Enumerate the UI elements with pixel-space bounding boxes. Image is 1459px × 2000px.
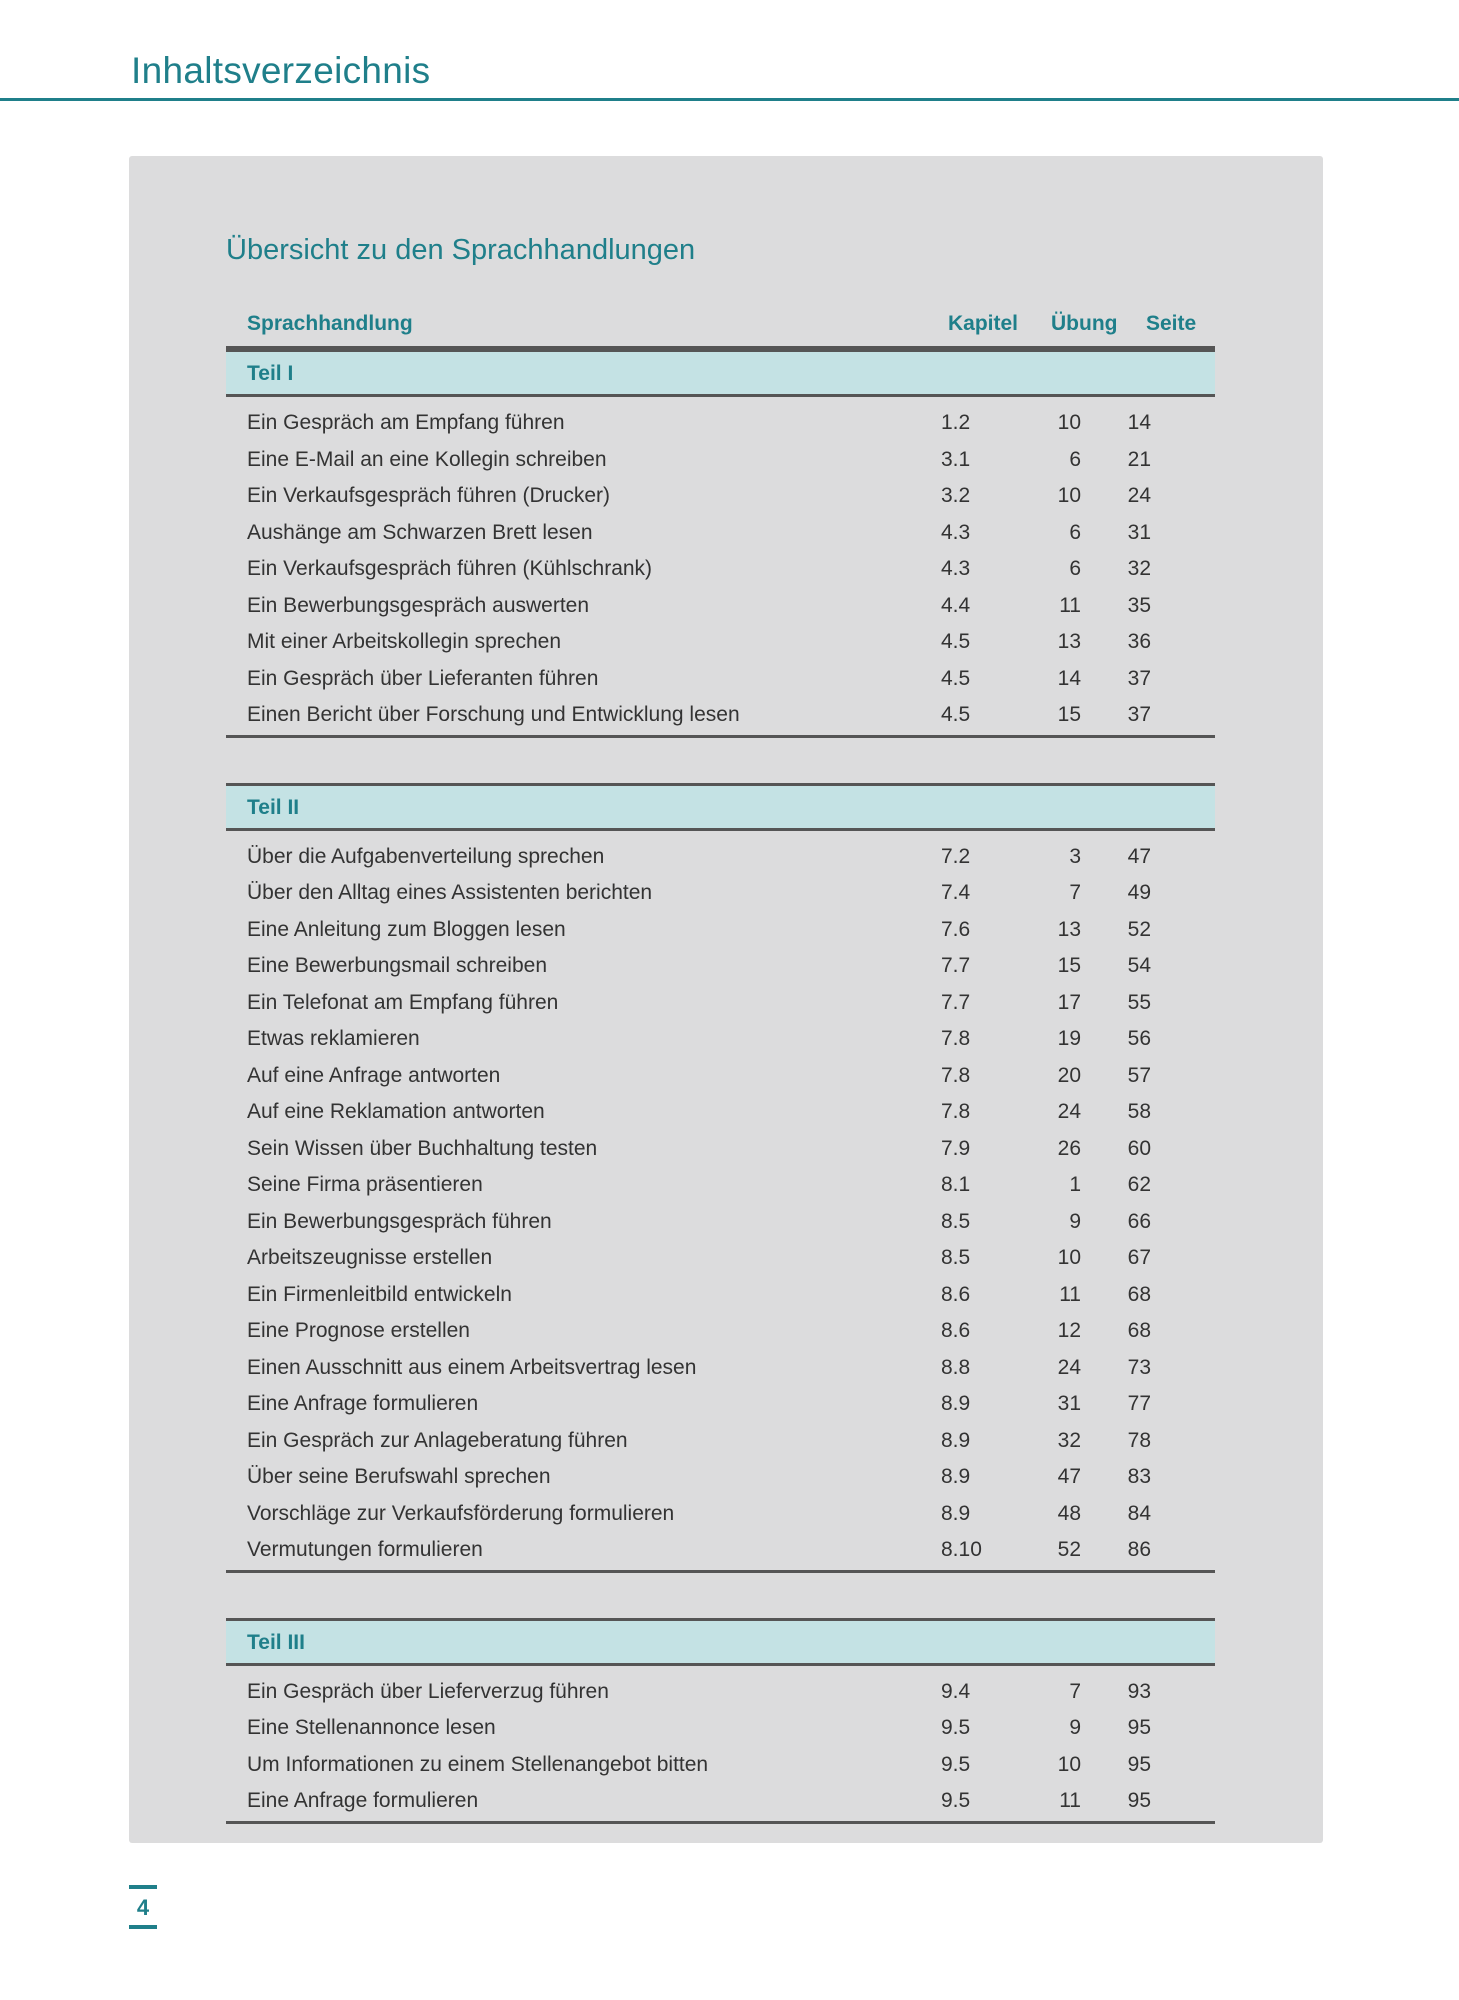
cell-uebung: 48 — [1057, 1501, 1081, 1525]
cell-seite: 47 — [1127, 844, 1151, 868]
cell-seite: 37 — [1127, 666, 1151, 690]
cell-seite: 67 — [1127, 1246, 1151, 1269]
section-header — [226, 783, 1215, 831]
cell-kapitel: 9.4 — [941, 1679, 971, 1703]
header-rule — [0, 98, 1459, 101]
cell-sprachhandlung: Ein Gespräch über Lieferverzug führen — [247, 1679, 609, 1703]
page-header-title: Inhaltsverzeichnis — [131, 50, 431, 91]
section-header — [226, 1618, 1215, 1666]
table-row — [226, 1672, 1215, 1709]
cell-kapitel: 4.3 — [941, 557, 971, 580]
cell-uebung: 10 — [1057, 484, 1081, 507]
table-row — [226, 476, 1215, 513]
cell-sprachhandlung: Etwas reklamieren — [247, 1027, 420, 1050]
section-title: Teil III — [247, 1630, 305, 1654]
table-row — [226, 403, 1215, 440]
cell-seite: 95 — [1127, 1752, 1151, 1776]
cell-sprachhandlung: Eine Anfrage formulieren — [247, 1789, 479, 1812]
cell-kapitel: 8.6 — [941, 1319, 971, 1342]
cell-sprachhandlung: Um Informationen zu einem Stellenangebot bitten — [247, 1752, 709, 1776]
table-row — [226, 983, 1215, 1020]
cell-sprachhandlung: Ein Gespräch zur Anlageberatung führen — [247, 1428, 628, 1452]
sprachhandlungen-table — [226, 304, 1215, 1824]
table-row — [226, 1165, 1215, 1202]
table-column-header — [226, 304, 1215, 349]
cell-uebung: 11 — [1059, 593, 1081, 617]
cell-sprachhandlung: Über seine Berufswahl sprechen — [247, 1465, 551, 1488]
cell-sprachhandlung: Eine Anfrage formulieren — [247, 1392, 479, 1415]
cell-seite: 32 — [1127, 557, 1151, 580]
table-row — [226, 1421, 1215, 1458]
cell-uebung: 7 — [1069, 1679, 1081, 1703]
column-sprachhandlung: Sprachhandlung — [247, 312, 413, 335]
cell-kapitel: 8.1 — [941, 1173, 971, 1196]
cell-kapitel: 8.8 — [941, 1355, 971, 1379]
cell-uebung: 9 — [1069, 1716, 1081, 1739]
cell-kapitel: 7.4 — [941, 881, 971, 904]
table-row — [226, 440, 1215, 477]
cell-sprachhandlung: Ein Bewerbungsgespräch führen — [247, 1209, 552, 1233]
section-title: Teil I — [247, 362, 294, 385]
cell-seite: 77 — [1127, 1392, 1151, 1415]
cell-seite: 36 — [1127, 630, 1151, 653]
cell-uebung: 15 — [1057, 703, 1081, 726]
cell-kapitel: 1.2 — [941, 411, 971, 434]
table-row — [226, 1311, 1215, 1348]
cell-seite: 35 — [1127, 593, 1151, 617]
cell-kapitel: 9.5 — [941, 1789, 971, 1812]
cell-uebung: 11 — [1059, 1789, 1081, 1812]
table-section — [226, 349, 1215, 738]
cell-uebung: 19 — [1057, 1027, 1081, 1050]
cell-uebung: 13 — [1057, 630, 1081, 653]
section-title: Teil II — [247, 795, 300, 819]
cell-seite: 54 — [1127, 954, 1151, 977]
cell-seite: 95 — [1127, 1789, 1151, 1812]
cell-sprachhandlung: Mit einer Arbeitskollegin sprechen — [247, 630, 561, 653]
cell-seite: 31 — [1127, 520, 1151, 544]
cell-sprachhandlung: Aushänge am Schwarzen Brett lesen — [247, 520, 593, 544]
cell-uebung: 26 — [1057, 1136, 1081, 1160]
cell-kapitel: 8.6 — [941, 1282, 971, 1306]
cell-kapitel: 7.7 — [941, 990, 971, 1014]
cell-seite: 66 — [1127, 1209, 1151, 1233]
table-row — [226, 1056, 1215, 1093]
cell-kapitel: 7.6 — [941, 917, 971, 941]
cell-uebung: 11 — [1059, 1282, 1081, 1306]
cell-seite: 58 — [1127, 1100, 1151, 1123]
cell-kapitel: 7.8 — [941, 1027, 971, 1050]
cell-sprachhandlung: Arbeitszeugnisse erstellen — [247, 1246, 493, 1269]
cell-uebung: 31 — [1057, 1392, 1081, 1415]
cell-sprachhandlung: Ein Verkaufsgespräch führen (Kühlschrank) — [247, 557, 653, 580]
section-header — [226, 349, 1215, 397]
cell-sprachhandlung: Auf eine Reklamation antworten — [247, 1100, 545, 1123]
column-seite: Seite — [1146, 312, 1197, 335]
table-row — [226, 1745, 1215, 1782]
cell-uebung: 14 — [1057, 666, 1081, 690]
cell-seite: 68 — [1127, 1282, 1151, 1306]
cell-kapitel: 7.7 — [941, 954, 971, 977]
table-row — [226, 1019, 1215, 1056]
table-row — [226, 659, 1215, 696]
cell-kapitel: 8.9 — [941, 1465, 971, 1488]
cell-uebung: 32 — [1057, 1428, 1081, 1452]
page-number: 4 — [129, 1885, 157, 1929]
table-row — [226, 1348, 1215, 1385]
cell-seite: 78 — [1127, 1428, 1151, 1452]
table-row — [226, 910, 1215, 947]
cell-uebung: 6 — [1069, 520, 1081, 544]
cell-kapitel: 3.1 — [941, 447, 971, 471]
cell-seite: 86 — [1127, 1538, 1151, 1561]
table-row — [226, 1708, 1215, 1745]
section-rows — [226, 831, 1215, 1573]
cell-sprachhandlung: Eine Stellenannonce lesen — [247, 1716, 496, 1739]
table-row — [226, 622, 1215, 659]
cell-kapitel: 8.9 — [941, 1428, 971, 1452]
cell-sprachhandlung: Ein Bewerbungsgespräch auswerten — [247, 593, 590, 617]
cell-sprachhandlung: Einen Ausschnitt aus einem Arbeitsvertrag lesen — [247, 1355, 697, 1379]
table-row — [226, 1457, 1215, 1494]
cell-uebung: 52 — [1057, 1538, 1081, 1561]
cell-kapitel: 8.10 — [941, 1538, 982, 1561]
section-rows — [226, 397, 1215, 738]
cell-sprachhandlung: Ein Telefonat am Empfang führen — [247, 990, 559, 1014]
cell-seite: 56 — [1127, 1027, 1151, 1050]
cell-kapitel: 4.5 — [941, 666, 971, 690]
cell-sprachhandlung: Eine Anleitung zum Bloggen lesen — [247, 917, 566, 941]
cell-sprachhandlung: Vorschläge zur Verkaufsförderung formulieren — [247, 1501, 675, 1525]
cell-sprachhandlung: Eine Prognose erstellen — [247, 1319, 470, 1342]
cell-uebung: 7 — [1069, 881, 1081, 904]
cell-kapitel: 7.8 — [941, 1100, 971, 1123]
cell-seite: 84 — [1127, 1501, 1151, 1525]
cell-uebung: 47 — [1057, 1465, 1081, 1488]
cell-seite: 57 — [1127, 1063, 1151, 1087]
cell-seite: 21 — [1127, 447, 1151, 471]
cell-uebung: 10 — [1057, 1246, 1081, 1269]
cell-kapitel: 7.8 — [941, 1063, 971, 1087]
cell-uebung: 24 — [1057, 1100, 1081, 1123]
cell-kapitel: 8.5 — [941, 1209, 971, 1233]
table-row — [226, 873, 1215, 910]
cell-sprachhandlung: Sein Wissen über Buchhaltung testen — [247, 1136, 598, 1160]
table-row — [226, 1530, 1215, 1567]
table-row — [226, 1202, 1215, 1239]
table-row — [226, 1129, 1215, 1166]
cell-kapitel: 4.5 — [941, 703, 971, 726]
cell-kapitel: 4.3 — [941, 520, 971, 544]
cell-kapitel: 8.5 — [941, 1246, 971, 1269]
section-rows — [226, 1666, 1215, 1824]
table-row — [226, 1781, 1215, 1818]
table-row — [226, 1092, 1215, 1129]
cell-kapitel: 8.9 — [941, 1501, 971, 1525]
cell-sprachhandlung: Vermutungen formulieren — [247, 1538, 483, 1561]
cell-sprachhandlung: Ein Verkaufsgespräch führen (Drucker) — [247, 484, 610, 507]
table-row — [226, 1275, 1215, 1312]
cell-sprachhandlung: Über den Alltag eines Assistenten berichten — [247, 881, 653, 904]
cell-uebung: 12 — [1057, 1319, 1081, 1342]
cell-seite: 73 — [1127, 1355, 1151, 1379]
cell-seite: 52 — [1127, 917, 1151, 941]
cell-uebung: 6 — [1069, 557, 1081, 580]
table-row — [226, 695, 1215, 732]
table-row — [226, 1384, 1215, 1421]
cell-seite: 14 — [1127, 411, 1151, 434]
cell-uebung: 24 — [1057, 1355, 1081, 1379]
cell-sprachhandlung: Eine E-Mail an eine Kollegin schreiben — [247, 447, 607, 471]
cell-uebung: 6 — [1069, 447, 1081, 471]
cell-sprachhandlung: Eine Bewerbungsmail schreiben — [247, 954, 547, 977]
table-row — [226, 837, 1215, 874]
cell-uebung: 9 — [1069, 1209, 1081, 1233]
cell-kapitel: 7.2 — [941, 844, 971, 868]
table-section — [226, 783, 1215, 1573]
cell-seite: 37 — [1127, 703, 1151, 726]
table-row — [226, 1494, 1215, 1531]
cell-kapitel: 7.9 — [941, 1136, 971, 1160]
cell-sprachhandlung: Ein Gespräch über Lieferanten führen — [247, 666, 599, 690]
cell-kapitel: 8.9 — [941, 1392, 971, 1415]
table-row — [226, 549, 1215, 586]
cell-seite: 83 — [1127, 1465, 1151, 1488]
cell-seite: 95 — [1127, 1716, 1151, 1739]
cell-sprachhandlung: Einen Bericht über Forschung und Entwicklung lesen — [247, 703, 740, 726]
cell-seite: 24 — [1127, 484, 1151, 507]
cell-kapitel: 3.2 — [941, 484, 971, 507]
cell-sprachhandlung: Über die Aufgabenverteilung sprechen — [247, 844, 605, 868]
table-row — [226, 586, 1215, 623]
cell-uebung: 17 — [1057, 990, 1081, 1014]
cell-uebung: 3 — [1069, 844, 1081, 868]
table-sections — [226, 349, 1215, 1824]
table-row — [226, 1238, 1215, 1275]
cell-kapitel: 4.4 — [941, 593, 971, 617]
cell-seite: 49 — [1127, 881, 1151, 904]
cell-seite: 55 — [1127, 990, 1151, 1014]
cell-uebung: 20 — [1057, 1063, 1081, 1087]
cell-uebung: 15 — [1057, 954, 1081, 977]
table-row — [226, 513, 1215, 550]
cell-kapitel: 4.5 — [941, 630, 971, 653]
cell-sprachhandlung: Ein Firmenleitbild entwickeln — [247, 1282, 512, 1306]
column-uebung: Übung — [1051, 312, 1118, 335]
cell-uebung: 10 — [1057, 1752, 1081, 1776]
cell-seite: 93 — [1127, 1679, 1151, 1703]
cell-seite: 60 — [1127, 1136, 1151, 1160]
table-section — [226, 1618, 1215, 1824]
cell-seite: 62 — [1127, 1173, 1151, 1196]
panel-title: Übersicht zu den Sprachhandlungen — [226, 234, 696, 266]
table-row — [226, 946, 1215, 983]
cell-uebung: 13 — [1057, 917, 1081, 941]
cell-sprachhandlung: Seine Firma präsentieren — [247, 1173, 483, 1196]
cell-uebung: 1 — [1069, 1173, 1081, 1196]
cell-sprachhandlung: Auf eine Anfrage antworten — [247, 1063, 501, 1087]
cell-sprachhandlung: Ein Gespräch am Empfang führen — [247, 411, 565, 434]
column-kapitel: Kapitel — [948, 312, 1019, 335]
cell-seite: 68 — [1127, 1319, 1151, 1342]
cell-uebung: 10 — [1057, 411, 1081, 434]
cell-kapitel: 9.5 — [941, 1716, 971, 1739]
cell-kapitel: 9.5 — [941, 1752, 971, 1776]
